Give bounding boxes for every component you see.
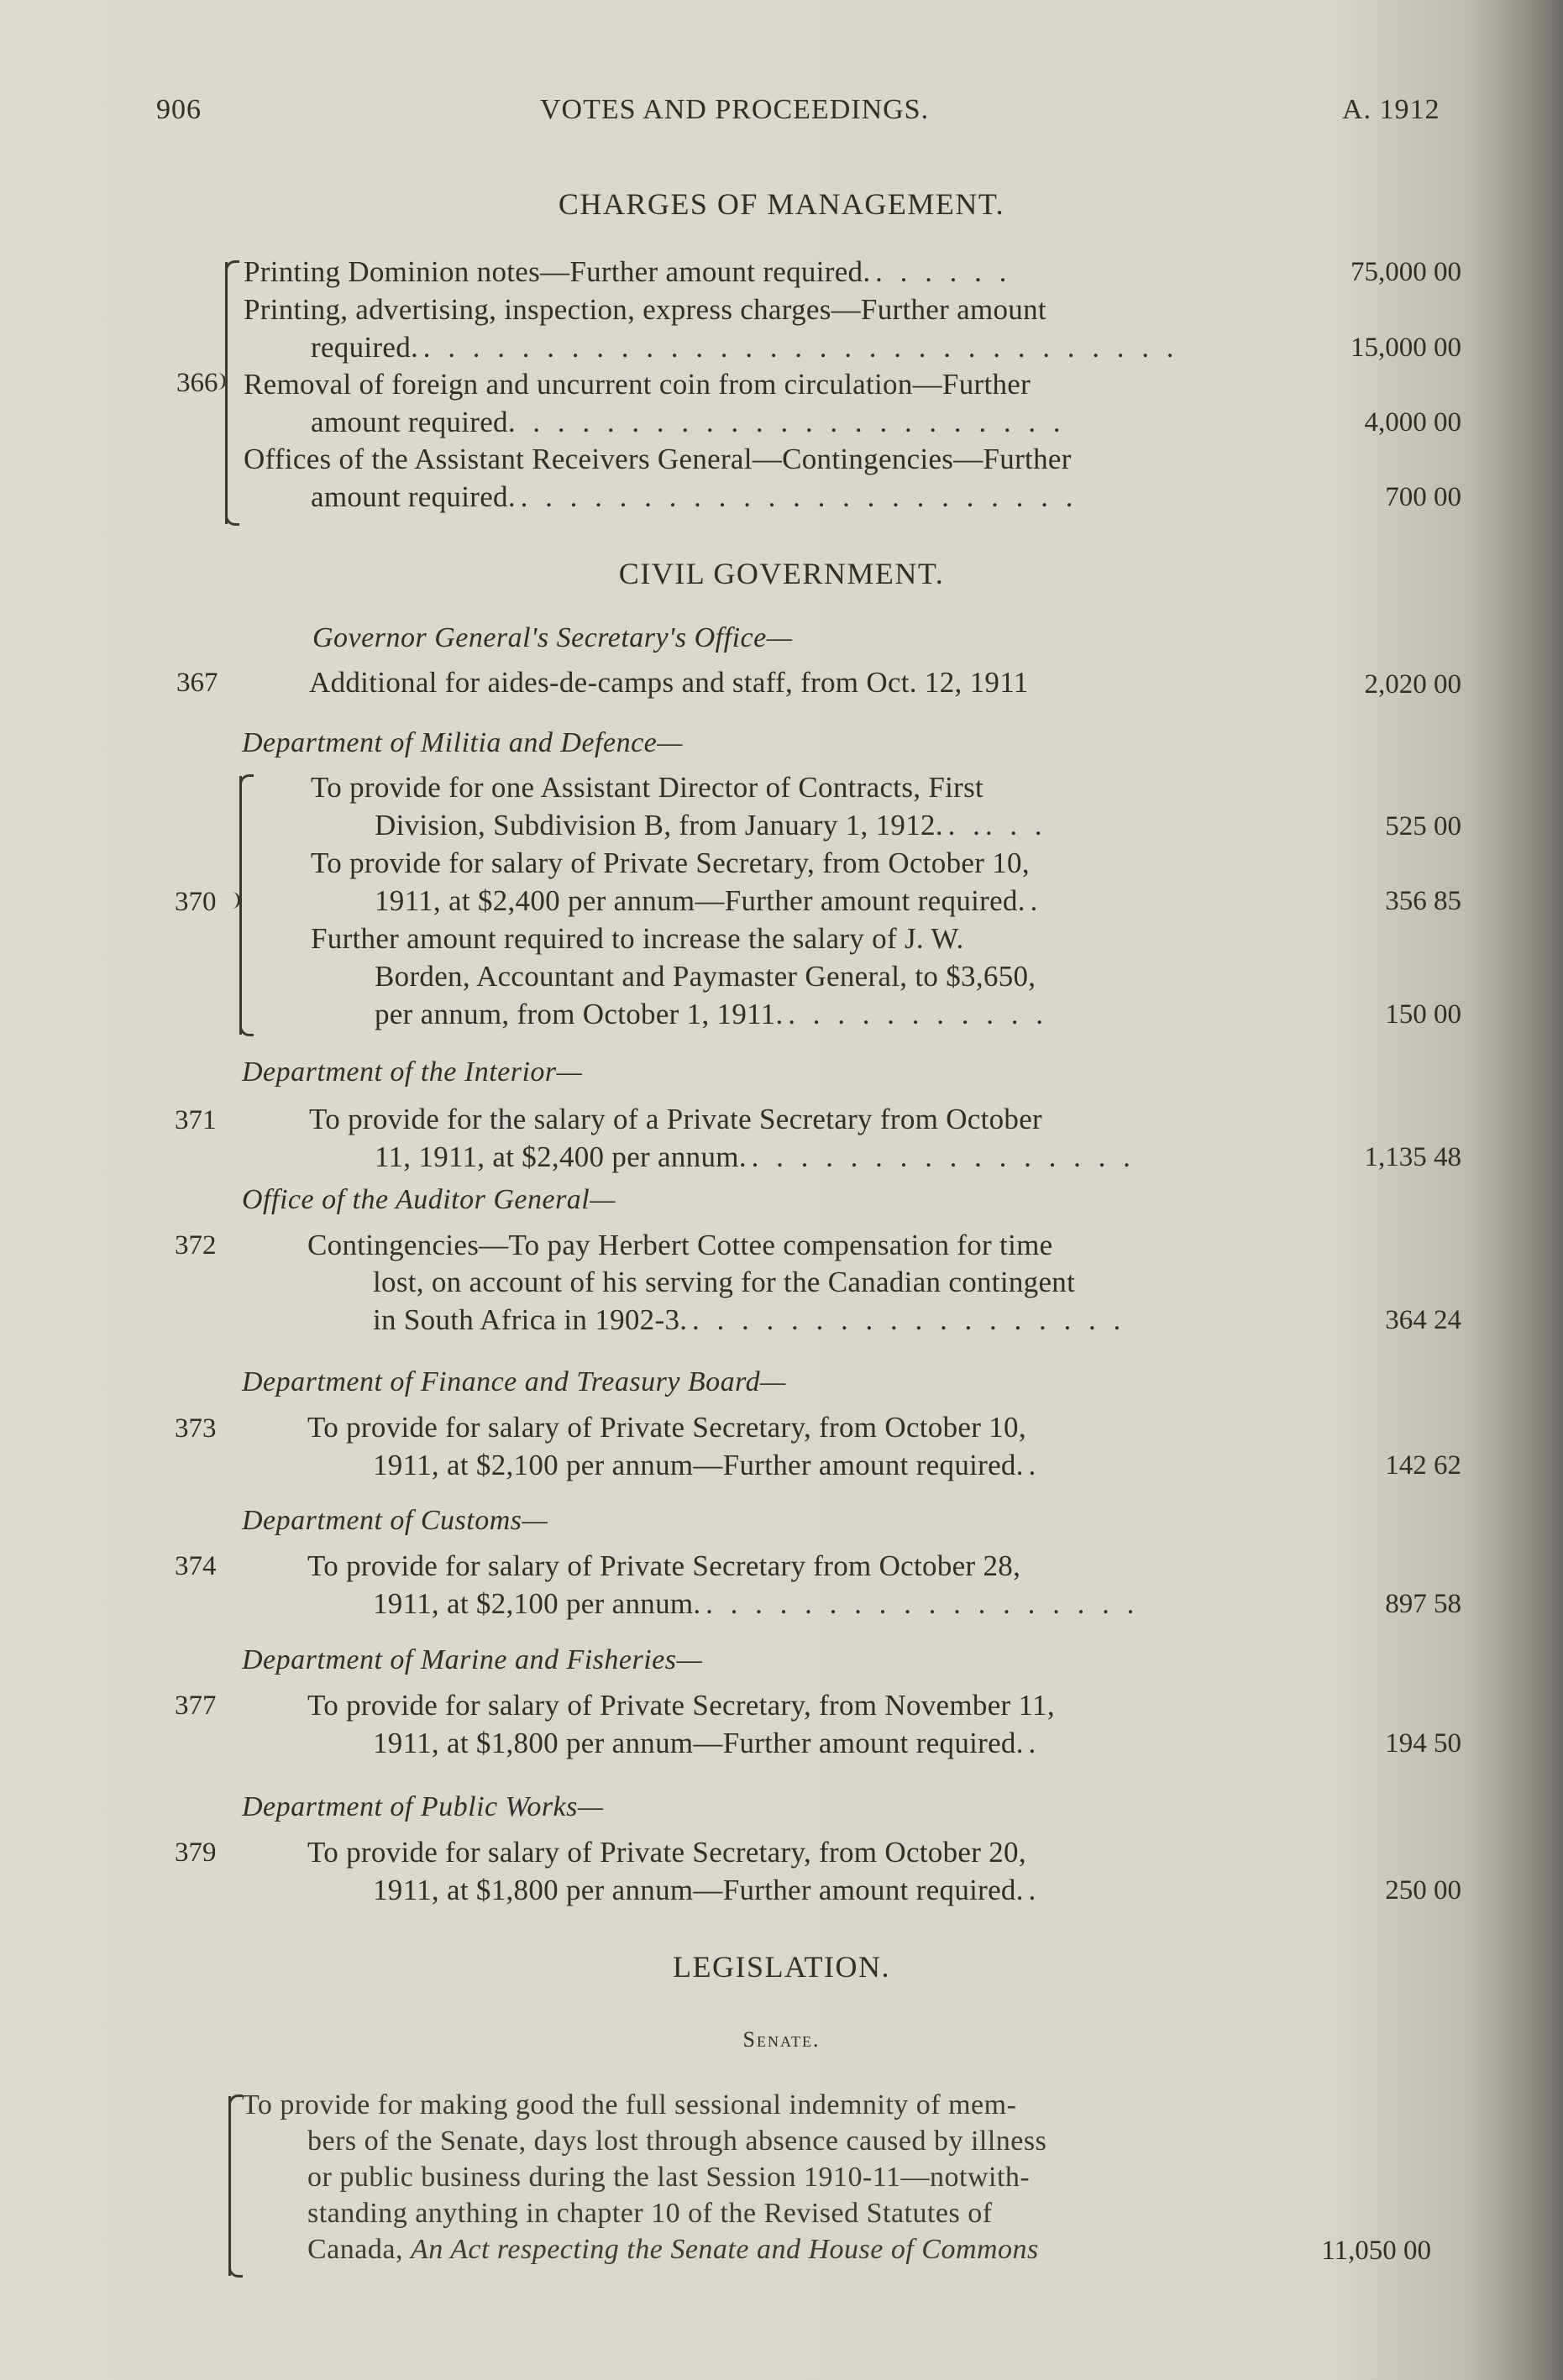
works-amount: 250 00	[1385, 1875, 1461, 1906]
vote-number-372: 372	[175, 1230, 217, 1261]
works-line-1: To provide for salary of Private Secretary, from October 20,	[307, 1836, 1026, 1869]
charges-amount-4: 700 00	[1385, 482, 1461, 512]
brace-tip-370	[228, 892, 240, 909]
section-heading-legislation: LEGISLATION.	[673, 1950, 890, 1984]
auditor-amount: 364 24	[1385, 1305, 1461, 1335]
militia-line-2: Division, Subdivision B, from January 1, 1912.. .. . .	[375, 809, 1047, 841]
militia-line-1: To provide for one Assistant Director of Contracts, First	[311, 771, 984, 804]
sub-heading-customs: Department of Customs—	[242, 1505, 548, 1536]
vote-number-379: 379	[175, 1837, 217, 1868]
section-heading-civil: CIVIL GOVERNMENT.	[618, 557, 945, 590]
militia-amount-1: 525 00	[1385, 811, 1461, 841]
senate-line-2: bers of the Senate, days lost through absence caused by illness	[307, 2126, 1047, 2157]
finance-amount: 142 62	[1385, 1450, 1461, 1481]
auditor-line-1: Contingencies—To pay Herbert Cottee compensation for time	[307, 1229, 1053, 1261]
sub-heading-governor-general: Governor General's Secretary's Office—	[312, 622, 793, 653]
finance-line-1: To provide for salary of Private Secretary, from October 10,	[307, 1411, 1026, 1444]
brace-366	[225, 262, 228, 524]
marine-amount: 194 50	[1385, 1728, 1461, 1759]
brace-370	[239, 776, 242, 1035]
auditor-line-3: in South Africa in 1902-3.. . . . . . . . . . . . . . . . . .	[373, 1303, 1126, 1336]
senate-line-5: Canada, An Act respecting the Senate and House of Commons	[307, 2234, 1039, 2265]
vote-number-366: 366	[176, 368, 218, 398]
vote-number-370: 370	[175, 887, 217, 917]
interior-line-1: To provide for the salary of a Private Secretary from October	[309, 1103, 1043, 1135]
sub-heading-interior: Department of the Interior—	[242, 1056, 583, 1088]
charges-line-3: required.. . . . . . . . . . . . . . . . . . . . . . . . . . . . . . .	[311, 331, 1179, 364]
works-line-2: 1911, at $1,800 per annum—Further amount required..	[373, 1874, 1041, 1906]
charges-line-5: amount required. . . . . . . . . . . . . . . . . . . . . . .	[311, 406, 1066, 438]
militia-line-4: 1911, at $2,400 per annum—Further amount required..	[375, 884, 1043, 917]
interior-line-2: 11, 1911, at $2,400 per annum.. . . . . . . . . . . . . . . .	[375, 1140, 1136, 1173]
charges-amount-3: 4,000 00	[1364, 407, 1461, 438]
charges-line-1: Printing Dominion notes—Further amount required.. . . . . .	[244, 255, 1012, 288]
running-year: A. 1912	[1342, 94, 1440, 125]
charges-line-6: Offices of the Assistant Receivers General—Contingencies—Further	[244, 443, 1072, 475]
charges-amount-1: 75,000 00	[1351, 257, 1461, 287]
senate-amount: 11,050 00	[1321, 2236, 1431, 2266]
charges-amount-2: 15,000 00	[1351, 333, 1461, 363]
militia-line-7: per annum, from October 1, 1911.. . . . . . . . . . .	[375, 998, 1048, 1030]
gg-line: Additional for aides-de-camps and staff, from Oct. 12, 1911	[309, 666, 1029, 699]
auditor-line-2: lost, on account of his serving for the Canadian contingent	[373, 1266, 1076, 1298]
charges-line-4: Removal of foreign and uncurrent coin from circulation—Further	[244, 368, 1031, 401]
militia-amount-2: 356 85	[1385, 886, 1461, 916]
vote-number-373: 373	[175, 1413, 217, 1444]
senate-line-3: or public business during the last Session 1910-11—notwith-	[307, 2162, 1031, 2193]
customs-line-2: 1911, at $2,100 per annum.. . . . . . . . . . . . . . . . . .	[373, 1587, 1140, 1620]
sub-heading-militia: Department of Militia and Defence—	[242, 727, 684, 758]
sub-heading-marine: Department of Marine and Fisheries—	[242, 1644, 703, 1675]
vote-number-371: 371	[175, 1105, 217, 1135]
sub-heading-public-works: Department of Public Works—	[242, 1791, 604, 1822]
marine-line-1: To provide for salary of Private Secretary, from November 11,	[307, 1689, 1055, 1722]
customs-line-1: To provide for salary of Private Secretary from October 28,	[307, 1549, 1021, 1582]
sub-heading-auditor: Office of the Auditor General—	[242, 1184, 616, 1215]
gg-amount: 2,020 00	[1364, 669, 1461, 700]
charges-line-2: Printing, advertising, inspection, express charges—Further amount	[244, 293, 1046, 326]
marine-line-2: 1911, at $1,800 per annum—Further amount required..	[373, 1727, 1041, 1759]
militia-line-5: Further amount required to increase the salary of J. W.	[311, 922, 964, 955]
militia-amount-3: 150 00	[1385, 999, 1461, 1030]
senate-line-1: To provide for making good the full sessional indemnity of mem-	[242, 2089, 1017, 2121]
finance-line-2: 1911, at $2,100 per annum—Further amount required..	[373, 1449, 1041, 1481]
running-title: VOTES AND PROCEEDINGS.	[540, 94, 930, 125]
interior-amount: 1,135 48	[1364, 1142, 1461, 1172]
militia-line-6: Borden, Accountant and Paymaster General, to $3,650,	[375, 960, 1036, 993]
section-heading-charges: CHARGES OF MANAGEMENT.	[558, 187, 1005, 221]
vote-number-377: 377	[175, 1691, 217, 1721]
charges-line-7: amount required.. . . . . . . . . . . . . . . . . . . . . . .	[311, 480, 1078, 513]
senate-line-4: standing anything in chapter 10 of the Revised Statutes of	[307, 2198, 993, 2229]
act-title: An Act respecting the Senate and House of Commons	[410, 2234, 1039, 2265]
customs-amount: 897 58	[1385, 1589, 1461, 1619]
vote-number-367: 367	[176, 668, 218, 698]
page-number: 906	[156, 94, 202, 125]
militia-line-3: To provide for salary of Private Secretary, from October 10,	[311, 847, 1030, 879]
sub-heading-finance: Department of Finance and Treasury Board—	[242, 1366, 786, 1397]
vote-number-374: 374	[175, 1551, 217, 1581]
sub-heading-senate: Senate.	[742, 2027, 821, 2052]
brace-senate	[228, 2096, 231, 2276]
